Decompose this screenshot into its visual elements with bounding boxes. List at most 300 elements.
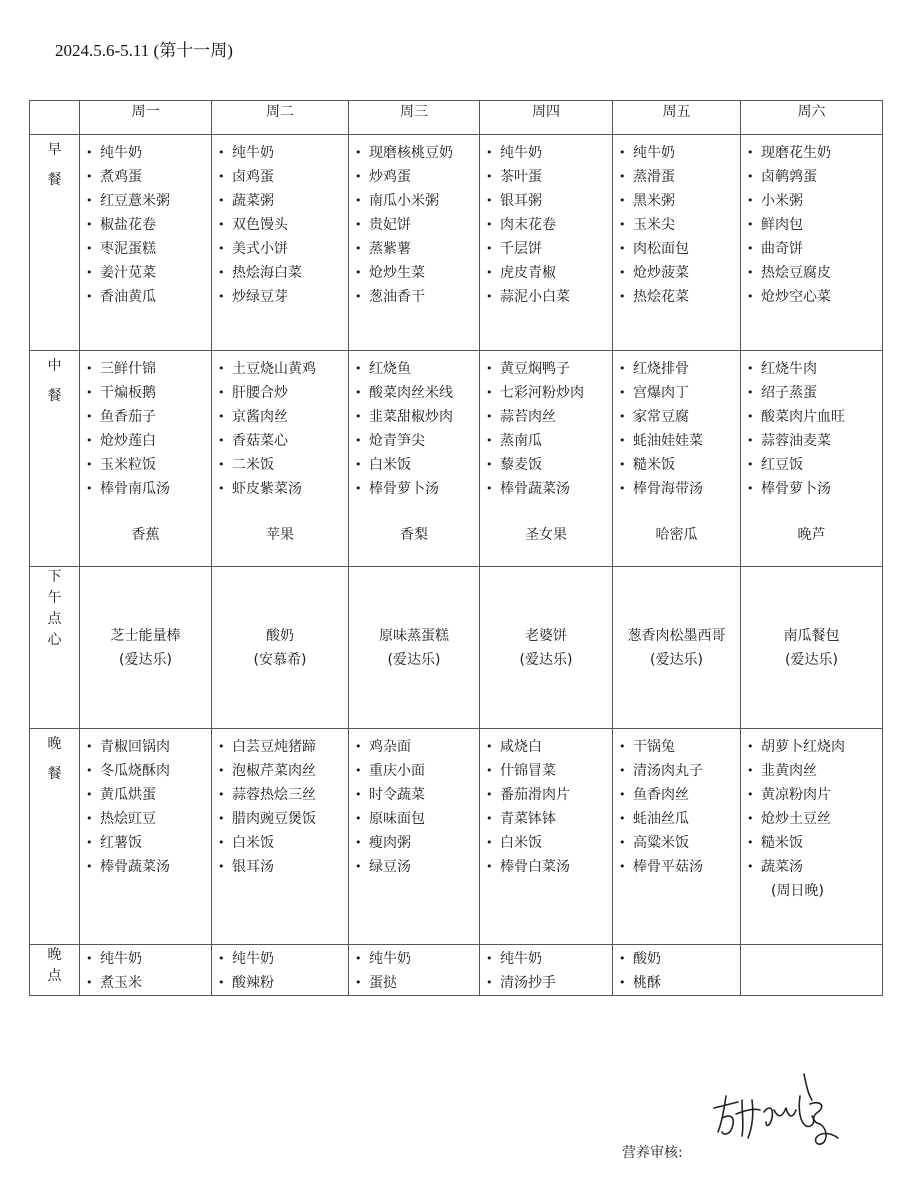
dish-name: 蒸紫薯 (369, 241, 411, 257)
dish-item (86, 807, 211, 831)
dish-item (619, 831, 740, 855)
bullet-icon: • (619, 836, 626, 849)
bullet-icon: • (86, 788, 93, 801)
dish-name: 纯牛奶 (232, 951, 274, 967)
snack-name: 酸奶 (266, 627, 294, 644)
dish-item (218, 141, 348, 165)
breakfast-row (30, 135, 883, 351)
bullet-icon: • (747, 146, 754, 159)
night-snack-cell (212, 945, 349, 996)
bullet-icon: • (747, 434, 754, 447)
bullet-icon: • (355, 170, 362, 183)
dish-item (747, 453, 882, 477)
dinner-cell (212, 729, 349, 945)
dish-item (619, 165, 740, 189)
dish-item (218, 357, 348, 381)
bullet-icon: • (355, 194, 362, 207)
dish-name: 纯牛奶 (100, 145, 142, 161)
dish-name: 棒骨蔬菜汤 (500, 481, 570, 497)
bullet-icon: • (619, 170, 626, 183)
snack-cell (80, 567, 212, 729)
snack-cell (212, 567, 349, 729)
bullet-icon: • (486, 386, 493, 399)
bullet-icon: • (218, 386, 225, 399)
dish-name: 姜汁苋菜 (100, 265, 156, 281)
bullet-icon: • (619, 788, 626, 801)
dish-name: 肉松面包 (633, 241, 689, 257)
bullet-icon: • (218, 764, 225, 777)
dish-name: 枣泥蛋糕 (100, 241, 156, 257)
dish-item (619, 237, 740, 261)
bullet-icon: • (486, 194, 493, 207)
snack-brand: (爱达乐) (519, 651, 573, 668)
dish-item (619, 213, 740, 237)
dish-item (619, 735, 740, 759)
fruit-item: 哈密瓜 (655, 527, 698, 543)
bullet-icon: • (747, 812, 754, 825)
fruit-item: 晚芦 (797, 527, 826, 543)
dish-name: 干锅兔 (633, 739, 675, 755)
dish-item (619, 261, 740, 285)
bullet-icon: • (355, 362, 362, 375)
dish-name: 美式小饼 (232, 241, 288, 257)
dish-item (218, 783, 348, 807)
dish-name: 纯牛奶 (500, 145, 542, 161)
bullet-icon: • (747, 170, 754, 183)
bullet-icon: • (747, 410, 754, 423)
label-char: 餐 (47, 388, 62, 404)
dish-item (86, 213, 211, 237)
night-snack-cell (349, 945, 480, 996)
dish-item (486, 237, 612, 261)
dish-name: 炝炒土豆丝 (761, 811, 831, 827)
bullet-icon: • (747, 836, 754, 849)
bullet-icon: • (86, 266, 93, 279)
dish-name: 纯牛奶 (369, 951, 411, 967)
dish-name: 炝炒空心菜 (761, 289, 831, 305)
bullet-icon: • (355, 788, 362, 801)
dish-name: 藜麦饭 (500, 457, 542, 473)
dish-item (486, 189, 612, 213)
bullet-icon: • (218, 218, 225, 231)
bullet-icon: • (218, 170, 225, 183)
bullet-icon: • (218, 194, 225, 207)
snack-brand: (爱达乐) (119, 651, 172, 668)
dish-item (355, 759, 479, 783)
dish-name: 冬瓜烧酥肉 (100, 763, 170, 779)
dish-item (218, 947, 348, 971)
dish-name: 棒骨蔬菜汤 (100, 859, 170, 875)
bullet-icon: • (355, 266, 362, 279)
breakfast-cell (480, 135, 613, 351)
bullet-icon: • (86, 386, 93, 399)
dish-name: 鱼香肉丝 (633, 787, 689, 803)
dish-name: 酸菜肉片血旺 (761, 409, 845, 425)
dish-item (747, 141, 882, 165)
dish-name: 蒜泥小白菜 (500, 289, 570, 305)
dish-name: 胡萝卜红烧肉 (761, 739, 845, 755)
dish-item (355, 261, 479, 285)
dish-name: 肝腰合炒 (232, 385, 288, 401)
dish-item (486, 971, 612, 995)
bullet-icon: • (86, 764, 93, 777)
dish-item (355, 165, 479, 189)
snack-name: 葱香肉松墨西哥 (627, 627, 726, 644)
bullet-icon: • (486, 952, 493, 965)
bullet-icon: • (747, 386, 754, 399)
dish-item (86, 453, 211, 477)
bullet-icon: • (747, 242, 754, 255)
day-header: 周二 (212, 101, 349, 135)
dish-name: 韭黄肉丝 (761, 763, 817, 779)
dish-name: 椒盐花卷 (100, 217, 156, 233)
fruit-item: 苹果 (266, 527, 294, 543)
dish-name: 桃酥 (633, 975, 661, 991)
bullet-icon: • (218, 788, 225, 801)
dish-item (218, 831, 348, 855)
dish-name: 蒜苔肉丝 (500, 409, 556, 425)
dish-name: 虾皮紫菜汤 (232, 481, 302, 497)
dish-item (747, 165, 882, 189)
dish-name: 小米粥 (761, 193, 803, 209)
dish-item (355, 285, 479, 309)
snack-cell (613, 567, 741, 729)
dish-item (86, 141, 211, 165)
bullet-icon: • (355, 458, 362, 471)
bullet-icon: • (486, 458, 493, 471)
dish-item (86, 735, 211, 759)
dish-item (355, 357, 479, 381)
snack-brand: (爱达乐) (785, 651, 838, 668)
dish-name: 炝炒莲白 (100, 433, 156, 449)
nutrition-review-label: 营养审核: (622, 1145, 683, 1161)
bullet-icon: • (486, 290, 493, 303)
fruit-item: 香蕉 (131, 527, 160, 543)
dish-name: 白米饭 (369, 457, 411, 473)
dish-name: 卤鹌鹑蛋 (761, 169, 817, 185)
bullet-icon: • (486, 410, 493, 423)
bullet-icon: • (86, 812, 93, 825)
dish-item (86, 405, 211, 429)
bullet-icon: • (486, 812, 493, 825)
dinner-row (30, 729, 883, 945)
dish-item (486, 759, 612, 783)
bullet-icon: • (86, 482, 93, 495)
bullet-icon: • (86, 976, 93, 989)
bullet-icon: • (355, 860, 362, 873)
dish-name: 蔬菜粥 (232, 193, 274, 209)
dish-name: 泡椒芹菜肉丝 (232, 763, 316, 779)
bullet-icon: • (355, 218, 362, 231)
dish-name: 白米饭 (500, 835, 542, 851)
dish-item (486, 141, 612, 165)
dish-item (86, 261, 211, 285)
bullet-icon: • (486, 976, 493, 989)
bullet-icon: • (86, 410, 93, 423)
bullet-icon: • (747, 860, 754, 873)
bullet-icon: • (218, 410, 225, 423)
bullet-icon: • (747, 740, 754, 753)
dish-item (218, 237, 348, 261)
dish-item (86, 947, 211, 971)
bullet-icon: • (86, 194, 93, 207)
dish-item (218, 759, 348, 783)
bullet-icon: • (355, 146, 362, 159)
dish-item (619, 947, 740, 971)
snack-name: 老婆饼 (525, 627, 567, 644)
dish-name: 现磨核桃豆奶 (369, 145, 453, 161)
dish-item (619, 381, 740, 405)
bullet-icon: • (619, 482, 626, 495)
dish-item (86, 783, 211, 807)
dish-name: 黄豆焖鸭子 (500, 361, 570, 377)
bullet-icon: • (619, 860, 626, 873)
bullet-icon: • (355, 812, 362, 825)
bullet-icon: • (747, 362, 754, 375)
dish-name: 红豆薏米粥 (100, 193, 170, 209)
bullet-icon: • (486, 218, 493, 231)
bullet-icon: • (486, 788, 493, 801)
dish-name: 煮玉米 (100, 975, 142, 991)
bullet-icon: • (747, 266, 754, 279)
afternoon-snack-label (30, 567, 80, 729)
bullet-icon: • (486, 242, 493, 255)
dish-item (486, 213, 612, 237)
dish-item (619, 477, 740, 501)
dish-item (619, 429, 740, 453)
bullet-icon: • (747, 788, 754, 801)
dish-name: 鸡杂面 (369, 739, 411, 755)
dish-item (218, 165, 348, 189)
dish-item (747, 831, 882, 855)
dish-item (486, 357, 612, 381)
dish-item (747, 237, 882, 261)
dish-name: 番茄滑肉片 (500, 787, 570, 803)
dish-name: 蚝油丝瓜 (633, 811, 689, 827)
dish-name: 香菇菜心 (232, 433, 288, 449)
dish-item (86, 477, 211, 501)
dish-item (355, 213, 479, 237)
dish-item (218, 971, 348, 995)
dish-name: 贵妃饼 (369, 217, 411, 233)
bullet-icon: • (218, 434, 225, 447)
dish-item (619, 759, 740, 783)
bullet-icon: • (218, 860, 225, 873)
breakfast-cell (80, 135, 212, 351)
dish-item (619, 405, 740, 429)
bullet-icon: • (619, 812, 626, 825)
dish-name: 热烩豇豆 (100, 811, 156, 827)
bullet-icon: • (218, 146, 225, 159)
snack-brand: (安慕希) (253, 651, 307, 668)
dish-item (218, 453, 348, 477)
bullet-icon: • (218, 242, 225, 255)
dish-item (747, 759, 882, 783)
bullet-icon: • (619, 410, 626, 423)
dish-item (619, 189, 740, 213)
night-snack-cell (613, 945, 741, 996)
dinner-cell (613, 729, 741, 945)
dish-item (218, 477, 348, 501)
label-char: 点 (47, 611, 62, 627)
dish-item (486, 453, 612, 477)
dish-name: 黄瓜烘蛋 (100, 787, 156, 803)
night-snack-row (30, 945, 883, 996)
dish-item (747, 189, 882, 213)
bullet-icon: • (86, 434, 93, 447)
dish-name: 酸菜肉丝米线 (369, 385, 453, 401)
dish-name: 高粱米饭 (633, 835, 689, 851)
dish-name: 什锦冒菜 (500, 763, 556, 779)
bullet-icon: • (86, 458, 93, 471)
dish-name: 蔬菜汤 (761, 859, 803, 875)
bullet-icon: • (619, 458, 626, 471)
bullet-icon: • (619, 952, 626, 965)
bullet-icon: • (355, 410, 362, 423)
dish-name: 红烧鱼 (369, 361, 411, 377)
dish-item (86, 971, 211, 995)
dish-item (218, 735, 348, 759)
page-title: 2024.5.6-5.11 (第十一周) (55, 41, 233, 60)
night-snack-label (30, 945, 80, 996)
dish-item (86, 237, 211, 261)
dish-name: 京酱肉丝 (232, 409, 288, 425)
day-header: 周六 (741, 101, 883, 135)
day-header: 周五 (613, 101, 741, 135)
dish-name: 葱油香干 (369, 289, 425, 305)
dinner-cell (80, 729, 212, 945)
dish-name: 炝青笋尖 (369, 433, 425, 449)
dish-name: 重庆小面 (369, 763, 425, 779)
lunch-cell (80, 351, 212, 567)
bullet-icon: • (486, 362, 493, 375)
dish-item (218, 213, 348, 237)
bullet-icon: • (747, 482, 754, 495)
dish-name: 土豆烧山黄鸡 (232, 361, 316, 377)
dish-item (86, 381, 211, 405)
dish-name: 蒜蓉热烩三丝 (232, 787, 316, 803)
dish-item (218, 189, 348, 213)
dish-name: 青菜钵钵 (500, 811, 556, 827)
bullet-icon: • (355, 764, 362, 777)
dish-item (355, 429, 479, 453)
dish-item (486, 477, 612, 501)
snack-brand: (爱达乐) (387, 651, 441, 668)
breakfast-label (30, 135, 80, 351)
afternoon-snack-row (30, 567, 883, 729)
dish-name: 热烩豆腐皮 (761, 265, 831, 281)
dish-item (486, 405, 612, 429)
dish-item (355, 141, 479, 165)
dish-name: 宫爆肉丁 (633, 385, 689, 401)
dish-name: 炒鸡蛋 (369, 169, 411, 185)
dish-item (355, 477, 479, 501)
dish-item (747, 405, 882, 429)
dish-name: 腊肉豌豆煲饭 (232, 811, 316, 827)
dish-name: 三鲜什锦 (100, 361, 156, 377)
bullet-icon: • (218, 836, 225, 849)
dish-name: 千层饼 (500, 241, 542, 257)
dish-item (218, 261, 348, 285)
bullet-icon: • (619, 218, 626, 231)
lunch-cell (212, 351, 349, 567)
dish-item (747, 213, 882, 237)
dish-name: 纯牛奶 (633, 145, 675, 161)
dish-item (619, 285, 740, 309)
dish-item (86, 189, 211, 213)
bullet-icon: • (747, 764, 754, 777)
bullet-icon: • (486, 836, 493, 849)
bullet-icon: • (355, 740, 362, 753)
dish-item (619, 807, 740, 831)
bullet-icon: • (86, 290, 93, 303)
dish-item (619, 855, 740, 879)
day-header: 周一 (80, 101, 212, 135)
bullet-icon: • (486, 266, 493, 279)
bullet-icon: • (355, 482, 362, 495)
bullet-icon: • (355, 952, 362, 965)
bullet-icon: • (486, 170, 493, 183)
dish-item (355, 783, 479, 807)
dish-name: 白芸豆炖猪蹄 (232, 739, 316, 755)
bullet-icon: • (86, 952, 93, 965)
dish-name: 棒骨白菜汤 (500, 859, 570, 875)
bullet-icon: • (86, 836, 93, 849)
dish-name: 家常豆腐 (633, 409, 689, 425)
dish-name: 韭菜甜椒炒肉 (369, 409, 453, 425)
day-header-row (30, 101, 883, 135)
dish-item (218, 285, 348, 309)
night-snack-cell (480, 945, 613, 996)
label-char: 早 (47, 142, 62, 158)
bullet-icon: • (86, 170, 93, 183)
dish-name: 棒骨海带汤 (633, 481, 703, 497)
dinner-cell (480, 729, 613, 945)
bullet-icon: • (86, 740, 93, 753)
dish-name: 蚝油娃娃菜 (633, 433, 703, 449)
breakfast-cell (349, 135, 480, 351)
bullet-icon: • (86, 242, 93, 255)
bullet-icon: • (486, 860, 493, 873)
snack-name: 原味蒸蛋糕 (379, 627, 449, 644)
dish-name: 曲奇饼 (761, 241, 803, 257)
dish-name: 纯牛奶 (100, 951, 142, 967)
dish-item (218, 381, 348, 405)
dish-name: 蒸滑蛋 (633, 169, 675, 185)
dish-item (86, 357, 211, 381)
dish-name: 原味面包 (369, 811, 425, 827)
bullet-icon: • (619, 290, 626, 303)
bullet-icon: • (355, 386, 362, 399)
dish-name: 双色馒头 (232, 217, 288, 233)
dish-name: 酸辣粉 (232, 975, 274, 991)
dish-name: 棒骨萝卜汤 (761, 481, 831, 497)
dish-name: 南瓜小米粥 (369, 193, 439, 209)
lunch-cell (349, 351, 480, 567)
dish-item (747, 807, 882, 831)
dish-name: 时令蔬菜 (369, 787, 425, 803)
dish-name: 蒸南瓜 (500, 433, 542, 449)
dish-item (486, 261, 612, 285)
night-snack-cell (80, 945, 212, 996)
dish-name: 虎皮青椒 (500, 265, 556, 281)
dinner-note: (周日晚) (771, 883, 824, 899)
lunch-cell (480, 351, 613, 567)
dish-item (747, 285, 882, 309)
dish-name: 肉末花卷 (500, 217, 556, 233)
label-char: 点 (47, 968, 62, 984)
dish-item (355, 831, 479, 855)
